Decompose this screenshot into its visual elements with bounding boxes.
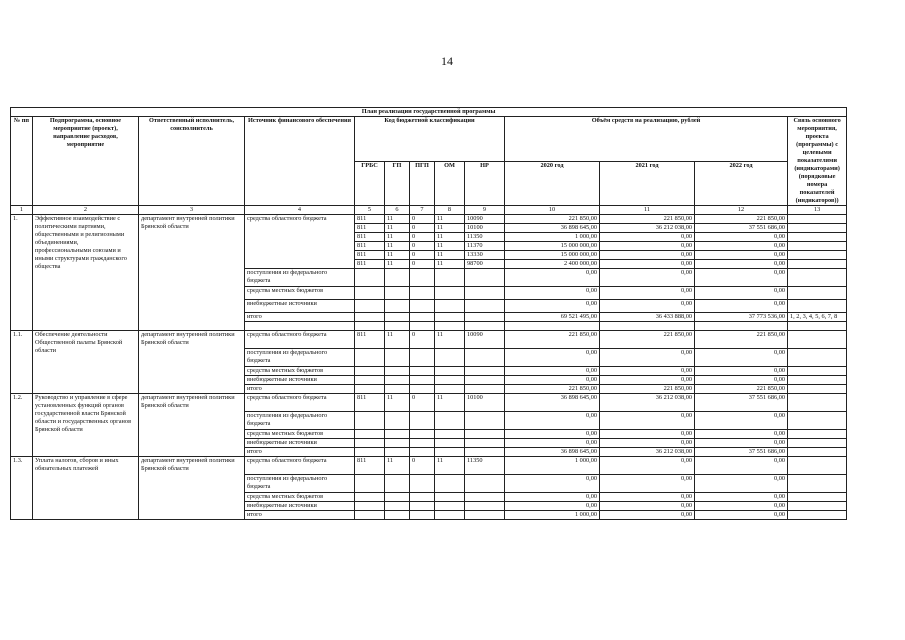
row-source: внебюджетные источники bbox=[245, 376, 355, 385]
col-index: 3 bbox=[139, 206, 245, 215]
cell-nr: 11350 bbox=[465, 233, 505, 242]
cell-nr: 10100 bbox=[465, 224, 505, 233]
cell-2020: 2 400 000,00 bbox=[505, 260, 600, 269]
cell-2020: 1 000,00 bbox=[505, 233, 600, 242]
cell-2021: 0,00 bbox=[600, 412, 695, 430]
cell-pgp: 0 bbox=[410, 242, 435, 251]
cell-om: 11 bbox=[435, 331, 465, 349]
cell-2021: 0,00 bbox=[600, 367, 695, 376]
header-num: № пп bbox=[11, 117, 33, 206]
row-source: средства областного бюджета bbox=[245, 215, 355, 269]
cell-nr: 13330 bbox=[465, 251, 505, 260]
cell-2021: 0,00 bbox=[600, 430, 695, 439]
col-index: 1 bbox=[11, 206, 33, 215]
cell-2020: 0,00 bbox=[505, 376, 600, 385]
cell-om: 11 bbox=[435, 233, 465, 242]
cell-grbs: 811 bbox=[355, 260, 385, 269]
header-pgp: ПГП bbox=[410, 161, 435, 206]
cell-link bbox=[788, 215, 847, 224]
cell-2020: 221 850,00 bbox=[505, 331, 600, 349]
cell-om: 11 bbox=[435, 224, 465, 233]
header-link: Связь основного мероприятия, проекта (программы) с целевыми показателями (индикаторами) (порядковые номера показателей (индикаторов)) bbox=[788, 117, 847, 206]
cell-link bbox=[788, 242, 847, 251]
cell-2020: 0,00 bbox=[505, 439, 600, 448]
cell-2021: 221 850,00 bbox=[600, 215, 695, 224]
cell-pgp: 0 bbox=[410, 457, 435, 475]
cell-2022: 0,00 bbox=[695, 269, 788, 287]
cell-grbs: 811 bbox=[355, 394, 385, 412]
cell-2022: 0,00 bbox=[695, 412, 788, 430]
cell-2022: 221 850,00 bbox=[695, 331, 788, 349]
cell-grbs: 811 bbox=[355, 251, 385, 260]
cell-gp: 11 bbox=[385, 457, 410, 475]
cell-2022: 0,00 bbox=[695, 457, 788, 475]
row-title: Эффективное взаимодействие с политическими партиями, общественными и религиозными объединениями, профессиональными союзами и иными структурами гражданского общества bbox=[33, 215, 139, 331]
col-index: 11 bbox=[600, 206, 695, 215]
table-row bbox=[11, 394, 847, 412]
column-index-row bbox=[11, 206, 847, 215]
cell-gp: 11 bbox=[385, 242, 410, 251]
row-source: внебюджетные источники bbox=[245, 300, 355, 313]
cell-2022: 0,00 bbox=[695, 439, 788, 448]
cell-grbs: 811 bbox=[355, 457, 385, 475]
row-title: Руководство и управление в сфере установленных функций органов государственной власти Брянской области и государственных органов Брянской области bbox=[33, 394, 139, 457]
table-row bbox=[11, 331, 847, 349]
col-index: 9 bbox=[465, 206, 505, 215]
header-2020: 2020 год bbox=[505, 161, 600, 206]
col-index: 4 bbox=[245, 206, 355, 215]
cell-om: 11 bbox=[435, 260, 465, 269]
row-source: поступления из федерального бюджета bbox=[245, 412, 355, 430]
cell-pgp: 0 bbox=[410, 331, 435, 349]
total-2021: 0,00 bbox=[600, 511, 695, 520]
cell-pgp: 0 bbox=[410, 394, 435, 412]
cell-pgp: 0 bbox=[410, 260, 435, 269]
cell-2021: 0,00 bbox=[600, 457, 695, 475]
row-responsible: департамент внутренней политики Брянской области bbox=[139, 215, 245, 331]
page-number: 14 bbox=[441, 54, 453, 68]
cell-om: 11 bbox=[435, 457, 465, 475]
cell-grbs: 811 bbox=[355, 331, 385, 349]
cell-2022: 0,00 bbox=[695, 242, 788, 251]
row-source: итого bbox=[245, 448, 355, 457]
col-index: 7 bbox=[410, 206, 435, 215]
cell-om: 11 bbox=[435, 215, 465, 224]
cell-link bbox=[788, 260, 847, 269]
header-2021: 2021 год bbox=[600, 161, 695, 206]
cell-2020: 0,00 bbox=[505, 475, 600, 493]
row-source: поступления из федерального бюджета bbox=[245, 349, 355, 367]
cell-gp: 11 bbox=[385, 331, 410, 349]
row-source: средства местных бюджетов bbox=[245, 287, 355, 300]
cell-2020: 221 850,00 bbox=[505, 215, 600, 224]
header-responsible: Ответственный исполнитель, соисполнитель bbox=[139, 117, 245, 206]
cell-2022: 0,00 bbox=[695, 493, 788, 502]
cell-om: 11 bbox=[435, 394, 465, 412]
cell-2021: 0,00 bbox=[600, 502, 695, 511]
cell-2020: 0,00 bbox=[505, 269, 600, 287]
total-2022: 221 850,00 bbox=[695, 385, 788, 394]
row-num: 1.2. bbox=[11, 394, 33, 457]
cell-link bbox=[788, 224, 847, 233]
cell-pgp: 0 bbox=[410, 251, 435, 260]
cell-2020: 1 000,00 bbox=[505, 457, 600, 475]
row-source: итого bbox=[245, 511, 355, 520]
cell-gp: 11 bbox=[385, 394, 410, 412]
cell-2020: 0,00 bbox=[505, 349, 600, 367]
cell-2022: 0,00 bbox=[695, 349, 788, 367]
cell-2020: 0,00 bbox=[505, 287, 600, 300]
row-title: Обеспечение деятельности Общественной палаты Брянской области bbox=[33, 331, 139, 394]
total-2020: 69 521 495,00 bbox=[505, 313, 600, 322]
header-nr: НР bbox=[465, 161, 505, 206]
cell-2022: 0,00 bbox=[695, 376, 788, 385]
header-grbs: ГРБС bbox=[355, 161, 385, 206]
total-2021: 36 212 038,00 bbox=[600, 448, 695, 457]
row-source: средства местных бюджетов bbox=[245, 430, 355, 439]
cell-2022: 0,00 bbox=[695, 502, 788, 511]
cell-2022: 37 551 686,00 bbox=[695, 394, 788, 412]
total-2022: 37 551 686,00 bbox=[695, 448, 788, 457]
cell-2020: 15 000 000,00 bbox=[505, 251, 600, 260]
total-2022: 0,00 bbox=[695, 511, 788, 520]
cell-2022: 0,00 bbox=[695, 475, 788, 493]
cell-2021: 0,00 bbox=[600, 349, 695, 367]
row-source: поступления из федерального бюджета bbox=[245, 475, 355, 493]
cell-2022: 0,00 bbox=[695, 287, 788, 300]
cell-2020: 0,00 bbox=[505, 412, 600, 430]
cell-2022: 37 551 686,00 bbox=[695, 224, 788, 233]
header-budget-code: Код бюджетной классификации bbox=[355, 117, 505, 162]
cell-grbs: 811 bbox=[355, 233, 385, 242]
cell-link bbox=[788, 251, 847, 260]
cell-link bbox=[788, 233, 847, 242]
row-num: 1. bbox=[11, 215, 33, 331]
cell-2020: 0,00 bbox=[505, 367, 600, 376]
cell-2022: 0,00 bbox=[695, 430, 788, 439]
cell-pgp: 0 bbox=[410, 233, 435, 242]
col-index: 2 bbox=[33, 206, 139, 215]
cell-2021: 0,00 bbox=[600, 439, 695, 448]
row-source: средства местных бюджетов bbox=[245, 367, 355, 376]
cell-gp: 11 bbox=[385, 233, 410, 242]
cell-2021: 0,00 bbox=[600, 287, 695, 300]
header-sources: Источник финансового обеспечения bbox=[245, 117, 355, 206]
cell-gp: 11 bbox=[385, 215, 410, 224]
header-subprogram: Подпрограмма, основное мероприятие (проект), направление расходов, мероприятие bbox=[33, 117, 139, 206]
total-2022: 37 773 536,00 bbox=[695, 313, 788, 322]
cell-grbs: 811 bbox=[355, 215, 385, 224]
cell-2021: 0,00 bbox=[600, 269, 695, 287]
cell-2021: 0,00 bbox=[600, 300, 695, 313]
row-source: средства областного бюджета bbox=[245, 457, 355, 475]
cell-grbs: 811 bbox=[355, 224, 385, 233]
cell-nr: 10100 bbox=[465, 394, 505, 412]
cell-2022: 0,00 bbox=[695, 233, 788, 242]
cell-2021: 36 212 038,00 bbox=[600, 224, 695, 233]
table-row bbox=[11, 215, 847, 224]
cell-2022: 0,00 bbox=[695, 260, 788, 269]
row-responsible: департамент внутренней политики Брянской области bbox=[139, 394, 245, 457]
header-volume: Объём средств на реализацию, рублей bbox=[505, 117, 788, 162]
cell-nr: 98700 bbox=[465, 260, 505, 269]
cell-nr: 10090 bbox=[465, 215, 505, 224]
header-om: ОМ bbox=[435, 161, 465, 206]
row-source: итого bbox=[245, 313, 355, 322]
table-title: План реализации государственной программы bbox=[11, 108, 847, 117]
total-2020: 1 000,00 bbox=[505, 511, 600, 520]
cell-gp: 11 bbox=[385, 260, 410, 269]
row-responsible: департамент внутренней политики Брянской области bbox=[139, 331, 245, 394]
cell-2020: 0,00 bbox=[505, 300, 600, 313]
cell-2021: 36 212 038,00 bbox=[600, 394, 695, 412]
cell-2021: 0,00 bbox=[600, 376, 695, 385]
cell-2020: 36 898 645,00 bbox=[505, 224, 600, 233]
row-source: итого bbox=[245, 385, 355, 394]
cell-gp: 11 bbox=[385, 224, 410, 233]
row-title: Уплата налогов, сборов и иных обязательных платежей bbox=[33, 457, 139, 520]
cell-2020: 0,00 bbox=[505, 502, 600, 511]
row-source: поступления из федерального бюджета bbox=[245, 269, 355, 287]
total-2020: 36 898 645,00 bbox=[505, 448, 600, 457]
cell-2021: 0,00 bbox=[600, 233, 695, 242]
col-index: 6 bbox=[385, 206, 410, 215]
cell-2022: 221 850,00 bbox=[695, 215, 788, 224]
row-source: внебюджетные источники bbox=[245, 502, 355, 511]
program-plan-table bbox=[10, 107, 847, 520]
cell-2021: 0,00 bbox=[600, 260, 695, 269]
cell-om: 11 bbox=[435, 242, 465, 251]
cell-2021: 221 850,00 bbox=[600, 331, 695, 349]
header-2022: 2022 год bbox=[695, 161, 788, 206]
col-index: 12 bbox=[695, 206, 788, 215]
cell-link: 1, 2, 3, 4, 5, 6, 7, 8 bbox=[788, 313, 847, 322]
cell-grbs: 811 bbox=[355, 242, 385, 251]
cell-2021: 0,00 bbox=[600, 251, 695, 260]
cell-gp: 11 bbox=[385, 251, 410, 260]
table-row bbox=[11, 457, 847, 475]
col-index: 5 bbox=[355, 206, 385, 215]
cell-2022: 0,00 bbox=[695, 300, 788, 313]
header-gp: ГП bbox=[385, 161, 410, 206]
row-num: 1.3. bbox=[11, 457, 33, 520]
row-source: внебюджетные источники bbox=[245, 439, 355, 448]
cell-nr: 11370 bbox=[465, 242, 505, 251]
cell-nr: 10090 bbox=[465, 331, 505, 349]
total-2021: 36 433 888,00 bbox=[600, 313, 695, 322]
cell-nr: 11350 bbox=[465, 457, 505, 475]
cell-2022: 0,00 bbox=[695, 251, 788, 260]
row-source: средства местных бюджетов bbox=[245, 493, 355, 502]
cell-2020: 36 898 645,00 bbox=[505, 394, 600, 412]
row-source: средства областного бюджета bbox=[245, 394, 355, 412]
row-num: 1.1. bbox=[11, 331, 33, 394]
cell-2020: 0,00 bbox=[505, 430, 600, 439]
cell-2021: 0,00 bbox=[600, 242, 695, 251]
cell-2020: 0,00 bbox=[505, 493, 600, 502]
total-2020: 221 850,00 bbox=[505, 385, 600, 394]
col-index: 8 bbox=[435, 206, 465, 215]
cell-pgp: 0 bbox=[410, 224, 435, 233]
col-index: 10 bbox=[505, 206, 600, 215]
cell-om: 11 bbox=[435, 251, 465, 260]
total-2021: 221 850,00 bbox=[600, 385, 695, 394]
row-responsible: департамент внутренней политики Брянской области bbox=[139, 457, 245, 520]
cell-2022: 0,00 bbox=[695, 367, 788, 376]
row-source: средства областного бюджета bbox=[245, 331, 355, 349]
cell-2020: 15 000 000,00 bbox=[505, 242, 600, 251]
cell-pgp: 0 bbox=[410, 215, 435, 224]
cell-2021: 0,00 bbox=[600, 475, 695, 493]
cell-2021: 0,00 bbox=[600, 493, 695, 502]
col-index: 13 bbox=[788, 206, 847, 215]
